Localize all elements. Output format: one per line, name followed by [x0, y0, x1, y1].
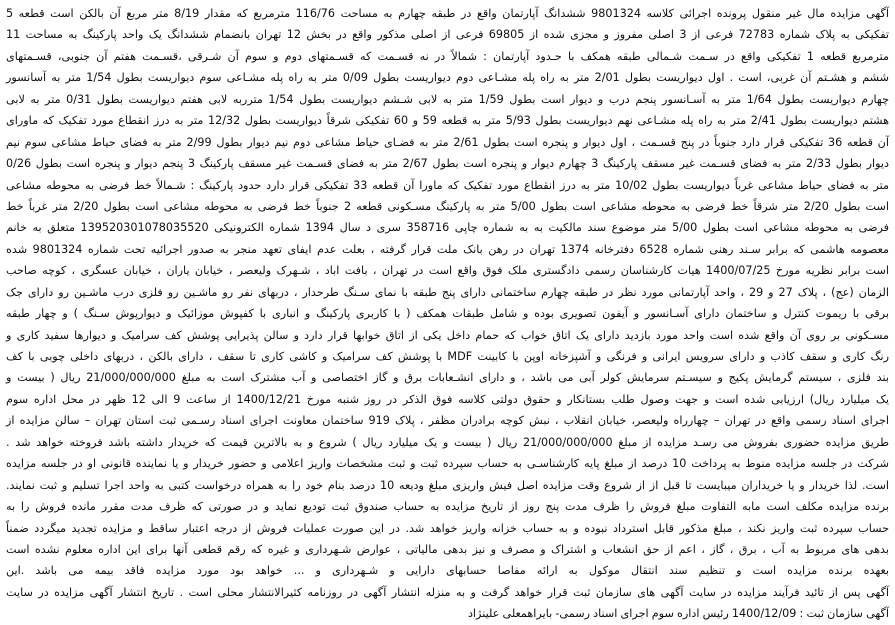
notice-line: الزمان (عج) ، پلاک 27 و 29 ، واحد آپارتمانی مورد نظر در طبقه چهارم ساختمانی دارای پنج طبقه با نمای سـنگ طرحدار ، دربهای نفر رو ماشـین رو فلزی درب ماشـین رو دارای جک — [6, 285, 889, 299]
notice-line: اجرای اسناد رسمی واقع در تهران – چهارراه ولیعصر، خیابان انقلاب ، نبش کوچه برادران مظفر ، پلاک 919 ساختمان معاونت اجرای اسناد رسـمی ثبت استان تهران – سالن مزایده از — [6, 414, 889, 428]
notice-line: شرکت در جلسه مزایده منوط به پرداخت 10 درصد از مبلغ پایه کارشناسـی به حساب سپرده ثبت و ثبت مشخصات واریز اعلامی و حضور خریدار و یا نماینده قانونی او در جلسه مزایده — [6, 457, 889, 471]
notice-line: فرضی به محوطه مشاعی است بطول 5/00 متر موضوع سند مالکیت به به شماره چاپی 358716 سری د سال 1394 شماره الکترونیکی 139520301078035520 متعلق به خانم — [6, 221, 890, 235]
notice-line: رنگ کاری و سقف کاذب و دارای سرویس ایرانی و فرنگی و آشپزخانه اوپن با کابینت MDF با پوشش کف سرامیک و کاشی کاری تا سقف ، دارای بالکن ، دربهای داخلی چوبی با کف — [6, 350, 889, 363]
notice-line: دیوار بطول 2/33 متر به فضای قسـمت غیر مسقف پارکینگ 3 چهارم دیوار و پنجره است بطول 2/67 متر به فضای قسـمت غیر مسقف پارکینگ 3 پنجم دیوار و پنجره است بطول 0/26 — [6, 157, 889, 171]
notice-line: بدهی های مربوط به آب ، برق ، گاز ، اعم از حق انشعاب و اشتراک و مصرف و نیز بدهی مالیاتی ، عوارض شـهرداری و غیره که رقم قطعی آنها برای این اداره معلوم نشده است — [6, 542, 889, 556]
notice-line: برقی با ریموت کنترل و ساختمان دارای آسـانسور و آیفون تصویری بوده و شامل طبقات همکف ( با کاربری پارکینگ و انباری با کفپوش موزائیک و دیوارپوش سـنگ ) و چهار طبقه — [6, 307, 889, 321]
notice-line: طریق مزایده حضوری بفروش می رسـد مزایده از مبلغ 21/000/000/000 ریال ( بیست و یک میلیارد ریال ) شروع و به بالاترین قیمت که خریدار داشته باشد فروخته خواهد شد . — [6, 435, 889, 449]
notice-line: ششم و هشـتم آن غربی، است . اول دیواریست بطول 2/01 متر به راه پله مشـاعی دوم دیواریست بطول 0/09 متر به راه پله مشـاعی سوم دیواریست بطول 1/54 متر به آسانسور — [6, 71, 889, 85]
notice-line: است. لذا خریدار و یا خریداران میبایست تا قبل از از شروع وقت مزایده اصل فیش واریزی مبلغ ودیعه 10 درصد بنام خود را به همراه درخواست کتبی به واحد اجرا تسلیم و ثبت نمایند. — [6, 478, 889, 492]
notice-line: یک میلیارد ریال) ارزیابی شده است و جهت وصول طلب بستانکار و حقوق دولتی کلاسه فوق الذکر در روز شنبه مورخ 1400/12/21 از ساعت 9 الی 12 ظهر در محل اداره سوم — [6, 392, 889, 406]
notice-line: هشتم دیواریست بطول 2/41 متر به راه پله مشـاعی نهم دیواریست بطول 5/93 متر به قطعه 59 و 60 تفکیکی شرقاً دیواریست بطول 12/32 متر به درز انقطاع مورد تفکیک که ماورای — [6, 114, 889, 128]
notice-line: آگهی مزایده مال غیر منقول پرونده اجرائی کلاسه 9801324 ششدانگ آپارتمان واقع در طبقه چهارم به مساحت 116/76 مترمربع که مقدار 8/19 متر مربع آن بالکن است قطعه 5 — [6, 7, 889, 20]
notice-line: بند فلزی ، سیستم گرمایش پکیج و سیسـتم سرمایش کولر آبی می باشد ، و دارای انشـعابات برق و گاز اختصاصی و آب مشترک است به مبلغ 21/000/000/000 ریال ( بیست و — [6, 371, 890, 385]
notice-line: بعهده برنده مزایده است و تنظیم سند انتقال موکول به ارائه مفاصا حسابهای دارایی و شـهرداری و ... خواهد بود مورد مزایده فاقد بیمه می باشد .این — [6, 564, 889, 578]
notice-line: چهارم دیواریست بطول 1/64 متر به آسـانسور پنجم درب و دیوار است بطول 1/59 متر به لابی شـشم دیواریست بطول 1/54 مترربه لابی هفتم دیواریست بطول 0/31 متر به لابی — [6, 92, 889, 106]
notice-signature-line: آگهی سازمان ثبت : 1400/12/09 رئیس اداره سوم اجرای اسناد رسمی- بایراهمعلی علینژاد — [467, 607, 889, 621]
notice-line: معصومه هاشمی که برابر سـند رهنی شماره 6528 دفترخانه 1374 تهران در رهن بانک ملت قرار گرفته ، بعلت عدم ایفای تعهد منجر به صدور اجرائیه تحت شماره 9801324 شده — [6, 242, 890, 256]
notice-line: آگهی پس از تائید فرآیند مزایده در سایت آگهی های سازمان ثبت قرار خواهد گرفت و به منزله انتشار آگهی در روزنامه کثیرالانتشار محلی است . تاریخ انتشار آگهی مزایده در سایت — [6, 585, 889, 599]
notice-line: مترمربع قطعه 1 تفکیکی واقع در سـمت شـمالی طبقه همکف با حـدود آپارتمان : شمالاً در نه قسـمت که قسـمتهای دوم و سوم آن شـرقی ،قسـمت هفتم آن جنوبی، قسـمتهای — [6, 49, 889, 63]
notice-line: متر به فضای حیاط مشاعی غرباً دیواریست بطول 10/02 متر به درز انقطاع مورد تفکیک که ماورا آن قطعه 33 تفکیکی قرار دارد حدود پارکینگ : شـمالاً خط فرضی به محوطه مشاعی — [6, 178, 889, 192]
notice-line: است بطول 2/20 متر شرقاً خط فرضی به محوطه مشاعی است بطول 5/00 متر به پارکینگ مسـکونی قطعه 2 جنوباً خط فرضی به محوطه مشاعی است بطول 2/20 متر غرباً خط — [6, 199, 890, 213]
notice-line: است برابر نظریه مورخ 1400/07/25 هیات کارشناسان رسمی دادگستری ملک فوق واقع است در تهران ، بافت اباد ، شـهرک ولیعصر ، خیابان یاران ، خیابان عسگری ، کوچه صاحب — [6, 264, 889, 278]
notice-line: حساب سپرده ثبت واریز نکند ، مبلغ مذکور قابل استرداد نبوده و به حساب خزانه واریز خواهد شد. در این صورت عملیات فروش از درجه اعتبار ساقط و مزایده تجدید میگردد ضمناً — [6, 521, 889, 535]
notice-line: تفکیکی به پلاک شماره 72783 فرعی از 3 اصلی مفروز و مجزی شده از 69805 فرعی از اصلی مذکور واقع در بخش 12 تهران بانضمام ششدانگ یک واحد پارکینگ به مساحت 11 — [6, 28, 889, 42]
notice-line: مسـکونی بر روی آن واقع شده است واحد مورد بازدید دارای یک اتاق خواب که حمام داخل یکی از اتاق خوابها قرار دارد و سالن پذیرایی پوشش کف سرامیک و دیوارها سفید کاری و — [6, 328, 889, 342]
notice-line: برنده مزایده مکلف است مابه التفاوت مبلغ فروش را ظرف مدت پنج روز از تاریخ مزایده به حساب صندوق ثبت تودیع نماید و در صورتی که ظرف مدت مقرر مانده فروش را به — [6, 500, 889, 514]
notice-line: آن قطعه 36 تفکیکی قرار دارد جنوباً در پنج قسـمت ، اول دیوار و پنجره است بطول 2/61 متر به فضـای حیاط مشاعی دوم نیم دیوار بطول 2/99 متر به فضای حیاط مشاعی سوم نیم — [6, 135, 890, 149]
